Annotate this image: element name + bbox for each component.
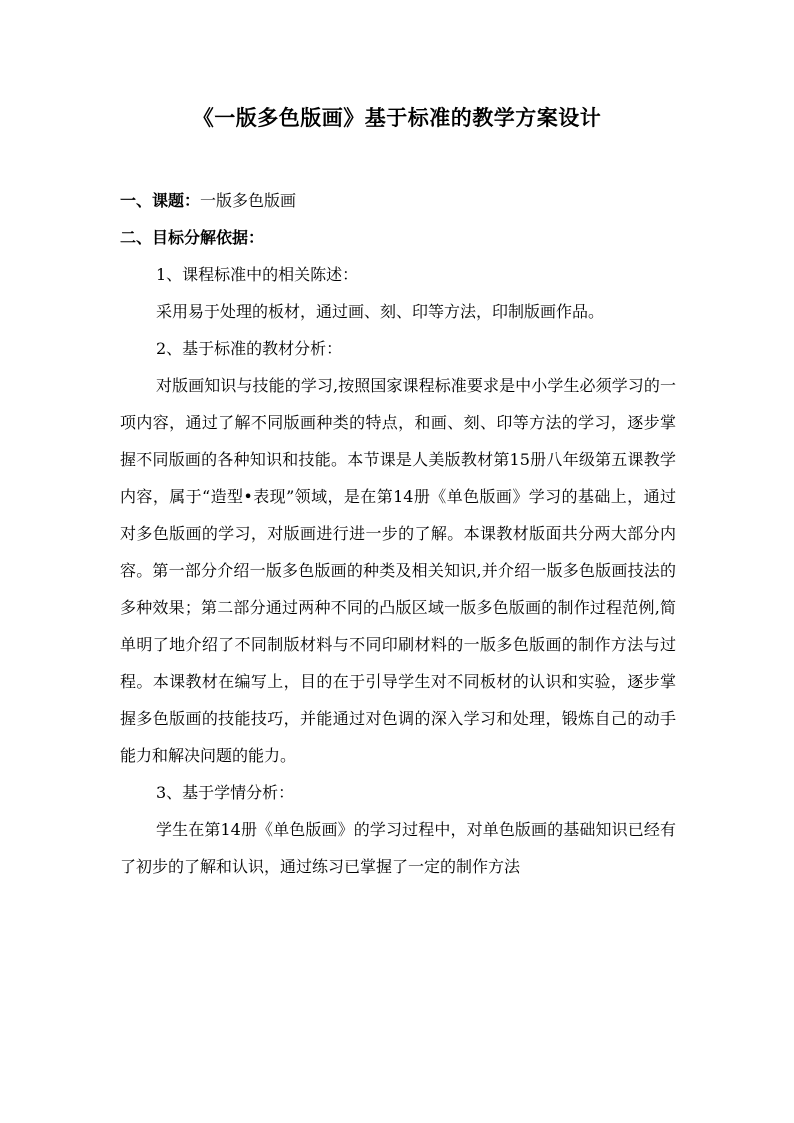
document-title: 《一版多色版画》基于标准的教学方案设计 xyxy=(192,105,602,130)
item3-heading: 3、基于学情分析： xyxy=(156,783,295,802)
document-body xyxy=(120,182,676,885)
item1-paragraph: 采用易于处理的板材，通过画、刻、印等方法，印制版画作品。 xyxy=(156,302,605,321)
item2-paragraph: 对版画知识与技能的学习,按照国家课程标准要求是中小学生必须学习的一项内容，通过了解不同版画种类的特点，和画、刻、印等方法的学习，逐步掌握不同版画的各种知识和技能。本节课是人美版教材第15册八年级第五课教学内容，属于“造型•表现”领域，是在第14册《单色版画》学习的基础上，通过对多色版画的学习，对版画进行进一步的了解。本课教材版面共分两大部分内容。第一部分介绍一版多色版画的种类及相关知识,并介绍一版多色版画技法的多种效果；第二部分通过两种不同的凸版区域一版多色版画的制作过程范例,简单明了地介绍了不同制版材料与不同印刷材料的一版多色版画的制作方法与过程。本课教材在编写上，目的在于引导学生对不同板材的认识和实验，逐步掌握多色版画的技能技巧，并能通过对色调的深入学习和处理，锻炼自己的动手能力和解决问题的能力。 xyxy=(120,376,676,765)
section-topic xyxy=(120,182,676,219)
item1-heading: 1、课程标准中的相关陈述： xyxy=(156,265,359,284)
section-topic-label: 一、课题： xyxy=(120,191,201,210)
item3-paragraph: 学生在第14册《单色版画》的学习过程中，对单色版画的基础知识已经有了初步的了解和认识，通过练习已掌握了一定的制作方法 xyxy=(120,820,676,876)
section-basis-heading: 二、目标分解依据： xyxy=(120,228,265,247)
item2-heading: 2、基于标准的教材分析： xyxy=(156,339,343,358)
section-topic-value: 一版多色版画 xyxy=(200,191,297,210)
